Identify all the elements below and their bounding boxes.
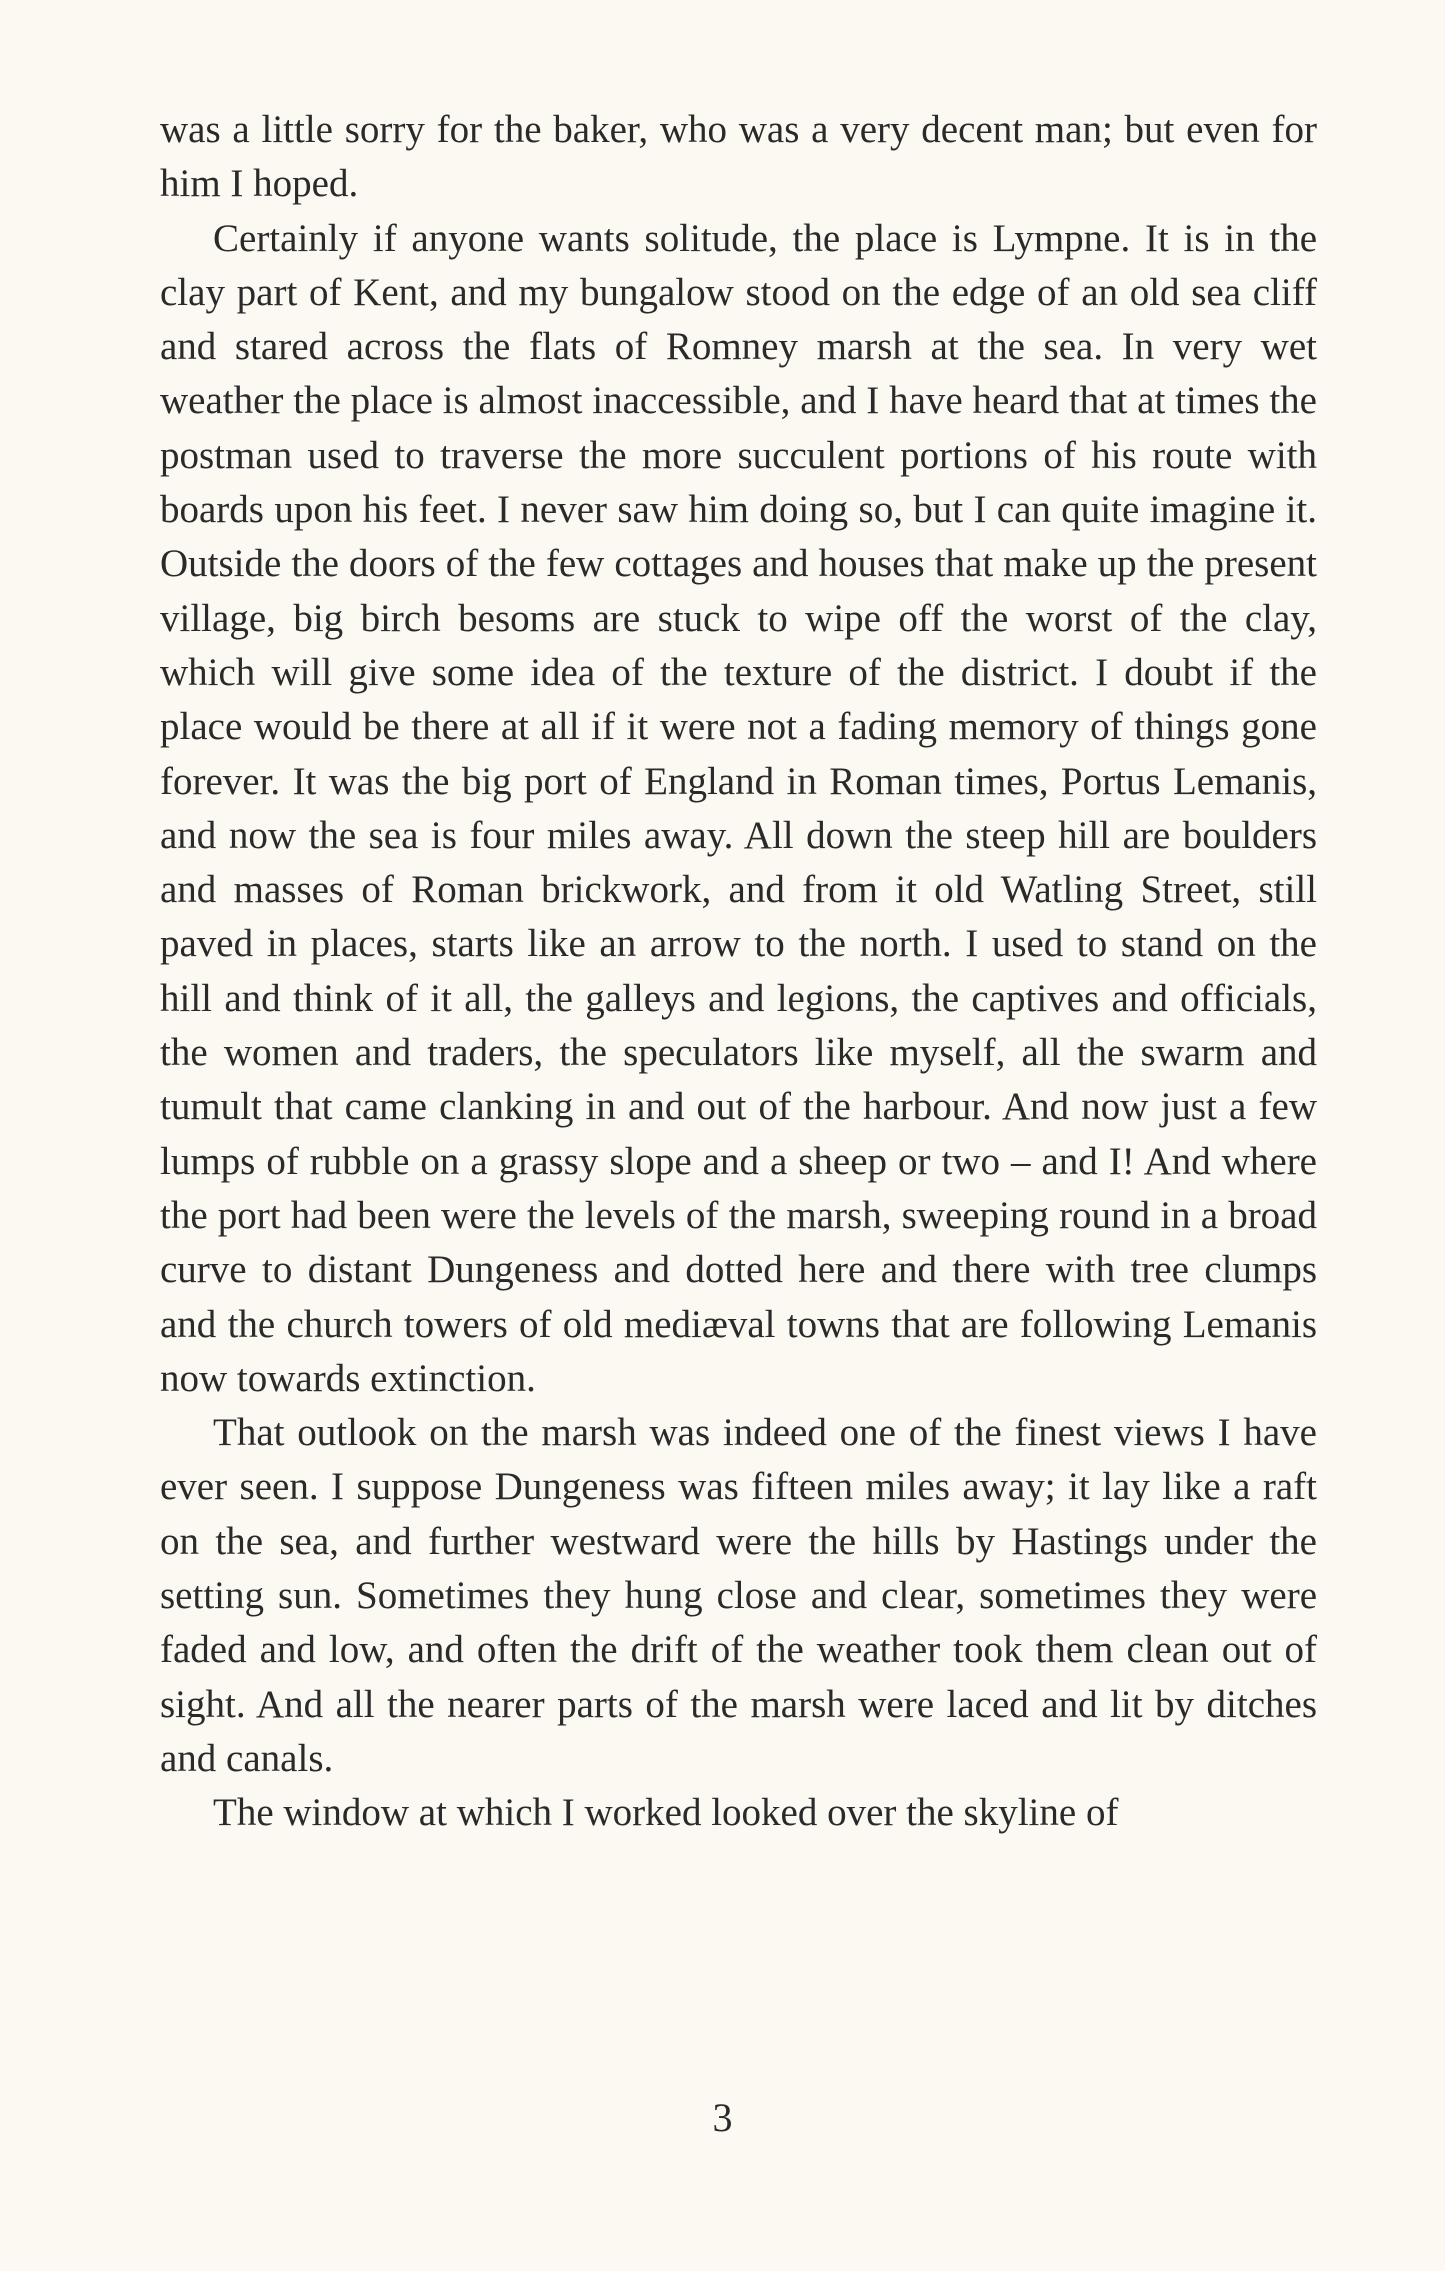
- page-number: 3: [712, 2095, 733, 2140]
- paragraph-continuation: was a little sorry for the baker, who was a very decent man; but even for him I hoped.: [160, 108, 1317, 206]
- paragraph-window: The window at which I worked looked over the skyline of: [213, 1791, 1119, 1835]
- paragraph-outlook: That outlook on the marsh was indeed one of the finest views I have ever seen. I suppose Dungeness was fifteen miles away; it lay like a raft on the sea, and further westward were the hills by Hastings under the setting sun. Sometimes they hung close and clear, sometimes they were faded and low, and often the drift of the weather took them clean out of sight. And all the nearer parts of the marsh were laced and lit by ditches and canals.: [160, 1411, 1317, 1780]
- body-text: [160, 103, 1317, 1841]
- paragraph-lympne: Certainly if anyone wants solitude, the place is Lympne. It is in the clay part of Kent, and my bungalow stood on the edge of an old sea cliff and stared across the flats of Romney marsh at the sea. In very wet weather the place is almost inaccessible, and I have heard that at times the postman used to traverse the more succulent portions of his route with boards upon his feet. I never saw him doing so, but I can quite imagine it. Outside the doors of the few cottages and houses that make up the present village, big birch besoms are stuck to wipe off the worst of the clay, which will give some idea of the texture of the district. I doubt if the place would be there at all if it were not a fading memory of things gone forever. It was the big port of England in Roman times, Portus Lemanis, and now the sea is four miles away. All down the steep hill are boulders and masses of Roman brickwork, and from it old Watling Street, still paved in places, starts like an arrow to the north. I used to stand on the hill and think of it all, the galleys and legions, the captives and officials, the women and traders, the speculators like myself, all the swarm and tumult that came clanking in and out of the harbour. And now just a few lumps of rubble on a grassy slope and a sheep or two – and I! And where the port had been were the levels of the marsh, sweeping round in a broad curve to distant Dungeness and dotted here and there with tree clumps and the church towers of old mediæval towns that are following Lemanis now towards extinction.: [160, 216, 1317, 1400]
